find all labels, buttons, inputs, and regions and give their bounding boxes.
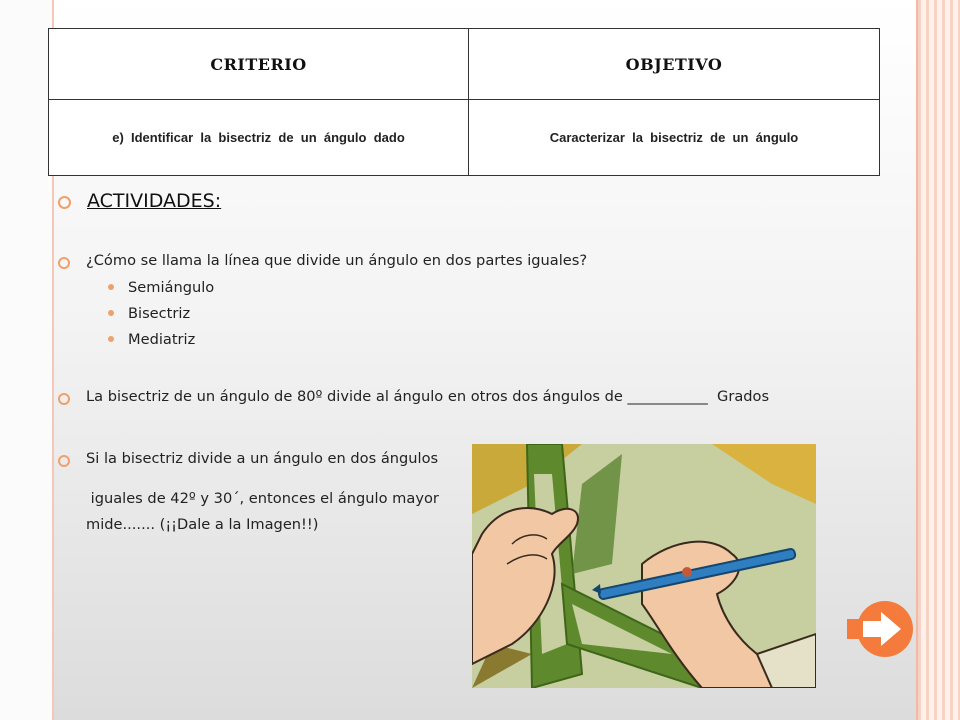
dot-bullet-icon	[108, 310, 114, 316]
activities-heading: ACTIVIDADES:	[87, 190, 222, 212]
cell-objetivo: Caracterizar la bisectriz de un ángulo	[469, 100, 880, 176]
question-1-text: ¿Cómo se llama la línea que divide un ángulo en dos partes iguales?	[86, 252, 588, 269]
header-objetivo: OBJETIVO	[469, 29, 880, 100]
list-item	[108, 326, 214, 352]
right-arrow-icon	[845, 600, 915, 658]
criteria-table	[48, 28, 880, 176]
hands-set-square-illustration	[472, 444, 816, 688]
option-label: Mediatriz	[128, 330, 196, 348]
dot-bullet-icon	[108, 284, 114, 290]
header-criterio: CRITERIO	[49, 29, 469, 100]
question-3-line-2: iguales de 42º y 30´, entonces el ángulo mayor	[86, 490, 439, 507]
question-2-row	[58, 388, 769, 406]
question-1-row	[58, 252, 587, 270]
activities-heading-row	[58, 190, 221, 212]
ring-bullet-icon	[58, 393, 70, 405]
option-label: Semiángulo	[128, 278, 215, 296]
answer-options-list	[108, 274, 214, 352]
list-item	[108, 300, 214, 326]
ring-bullet-icon	[58, 257, 70, 269]
dot-bullet-icon	[108, 336, 114, 342]
question-3-row	[58, 450, 438, 468]
bisector-drawing-image[interactable]	[472, 444, 816, 688]
question-3-line-3: mide....... (¡¡Dale a la Imagen!!)	[86, 516, 319, 533]
question-2-text: La bisectriz de un ángulo de 80º divide al ángulo en otros dos ángulos de ___________ Grados	[86, 388, 770, 405]
table-header-row	[49, 29, 880, 100]
option-label: Bisectriz	[128, 304, 191, 322]
cell-criterio: e) Identificar la bisectriz de un ángulo dado	[49, 100, 469, 176]
ring-bullet-icon	[58, 455, 70, 467]
table-row	[49, 100, 880, 176]
slide-left-border	[0, 0, 54, 720]
question-3-line-1: Si la bisectriz divide a un ángulo en dos ángulos	[86, 450, 439, 467]
ring-bullet-icon	[58, 196, 71, 209]
slide-right-border	[918, 0, 960, 720]
list-item	[108, 274, 214, 300]
next-arrow-button[interactable]	[845, 600, 915, 658]
